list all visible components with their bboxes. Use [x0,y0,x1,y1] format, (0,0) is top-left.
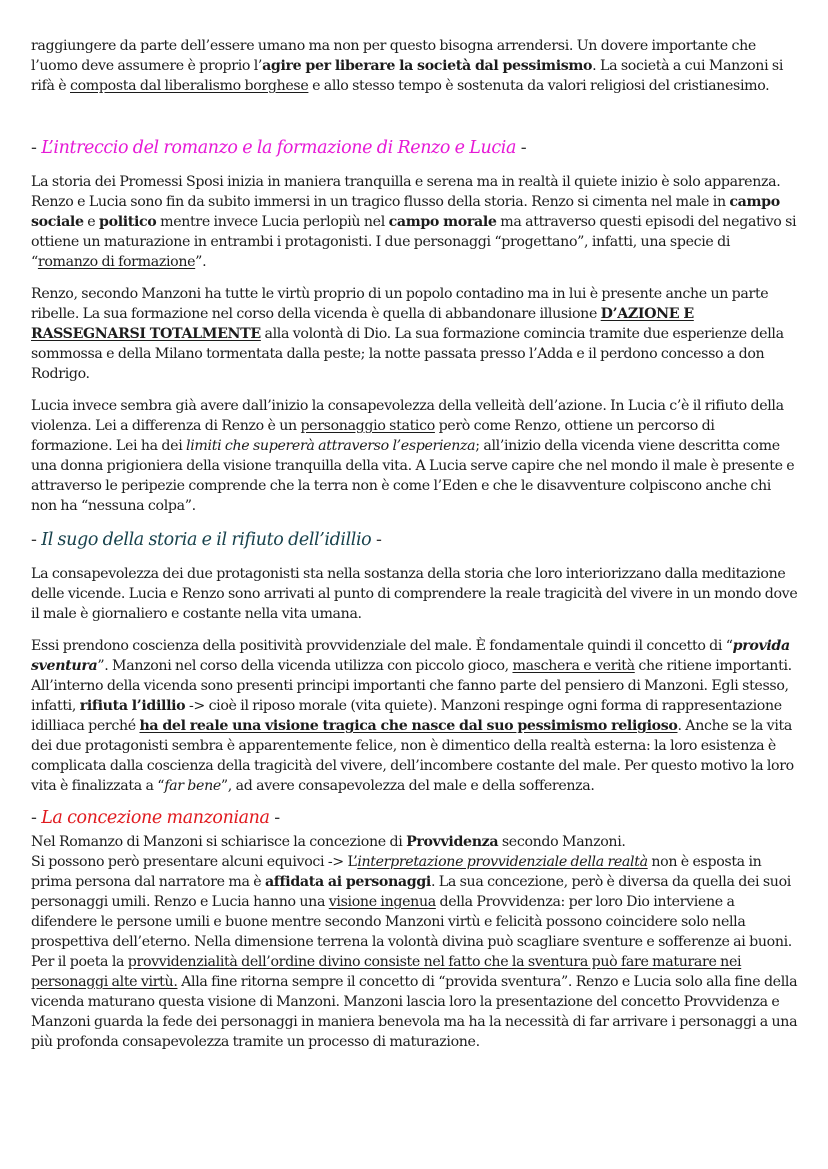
italic-underlined-phrase: interpretazione provvidenziale della realtà [357,854,648,870]
text-run: della Provvidenza: per loro Dio interviene a difendere le persone umili e buone mentre secondo Manzoni virtù e felicità possono coincidere solo nella prospettiva dell’eterno. Nella dimensione terrena la volontà divina può scagliare sventure e sofferenze ai buoni. [31,894,792,950]
underlined-phrase: romanzo di formazione [37,254,196,270]
text-run: . La sua concezione, però è diversa da quella dei suoi personaggi umili. Renzo e Lucia hanno una [31,874,791,910]
bold-phrase: campo sociale [31,194,780,230]
paragraph-equivoci [31,852,798,952]
text-run: Renzo, secondo Manzoni ha tutte le virtù proprio di un popolo contadino ma in lui è presente anche un parte ribelle. La sua formazione nel corso della vicenda è quella di abbandonare illusione [31,286,769,322]
italic-phrase: limiti che supererà attraverso l’esperienza [186,438,476,454]
underlined-phrase: provvidenzialità dell’ordine divino consiste nel fatto che la sventura può fare maturare nei personaggi alte virtù. [31,954,742,990]
text-run: Lucia invece sembra già avere dall’inizio la consapevolezza della velleità dell’azione. In Lucia c’è il rifiuto della violenza. Lei a differenza di Renzo è un [31,398,784,434]
bold-phrase: politico [99,214,157,230]
bold-phrase: campo morale [388,214,497,230]
text-run: Nel Romanzo di Manzoni si schiarisce la concezione di [31,834,407,850]
section-heading-sugo [31,528,798,552]
text-run: Essi prendono coscienza della positività provvidenziale del male. È fondamentale quindi il concetto di “ [31,638,733,654]
text-run: mentre invece Lucia perlopiù nel [156,214,389,230]
heading-dash: - [516,138,527,158]
text-run: Alla fine ritorna sempre il concetto di “provida sventura”. Renzo e Lucia solo alla fine della vicenda maturano questa visione di Manzoni. Manzoni lascia loro la presentazione del concetto Provvidenza e Manzoni guarda la fede dei personaggi in maniera benevola ma ha la necessità di far arrivare i personaggi a una più profonda consapevolezza tramite un processo di maturazione. [31,974,798,1050]
heading-text: Il sugo della storia e il rifiuto dell’idillio [41,530,372,550]
underlined-phrase: personaggio statico [300,418,435,434]
paragraph-lucia [31,396,798,516]
paragraph-provvidenziale [31,636,798,796]
italic-phrase: far bene [164,778,221,794]
paragraph-renzo [31,284,798,384]
text-run: che ritiene importanti. All’interno della vicenda sono presenti principi importanti che fanno parte del pensiero di Manzoni. Egli stesso, infatti, [31,658,792,714]
section-heading-concezione [31,806,798,830]
section-heading-intreccio [31,136,798,160]
heading-dash: - [31,138,42,158]
underlined-phrase: composta dal liberalismo borghese [70,78,309,94]
paragraph-storia [31,172,798,272]
text-run: . La società a cui Manzoni si rifà è [31,58,784,94]
text-run: ”. [195,254,207,270]
paragraph-provvidenza-intro [31,832,798,852]
text-run: e allo stesso tempo è sostenuta da valori religiosi del cristianesimo. [308,78,770,94]
bold-phrase: affidata ai personaggi [264,874,431,890]
bold-underlined-phrase: ha del reale una visione tragica che nasce dal suo pessimismo religioso [139,718,678,734]
text-run: Si possono però presentare alcuni equivoci -> L’ [31,854,358,870]
intro-paragraph [31,36,798,96]
text-run: -> cioè il riposo morale (vita quiete). Manzoni respinge ogni forma di rappresentazione idilliaca perché [31,698,782,734]
bold-phrase: Provvidenza [406,834,499,850]
heading-dash: - [31,530,42,550]
heading-dash: - [269,808,280,828]
heading-text: L’intreccio del romanzo e la formazione di Renzo e Lucia [41,138,517,158]
text-run: La storia dei Promessi Sposi inizia in maniera tranquilla e serena ma in realtà il quiete inizio è solo apparenza. Renzo e Lucia sono fin da subito immersi in un tragico flusso della storia. Renzo si cimenta nel male in [31,174,781,210]
heading-dash: - [31,808,42,828]
paragraph-poeta [31,952,798,1052]
text-run: ”. Manzoni nel corso della vicenda utilizza con piccolo gioco, [97,658,513,674]
text-run: . Anche se la vita dei due protagonisti sembra è apparentemente felice, non è dimentico della realtà esterna: la loro esistenza è complicata dalla coscienza della tragicità del vivere, dell’incombere costante del male. Per questo motivo la loro vita è finalizzata a “ [31,718,794,794]
text-run: non è esposta in prima persona dal narratore ma è [31,854,762,890]
bold-phrase: agire per liberare la società dal pessimismo [262,58,593,74]
bold-phrase: rifiuta l’idillio [79,698,186,714]
underlined-phrase: visione ingenua [328,894,436,910]
text-run: raggiungere da parte dell’essere umano ma non per questo bisogna arrendersi. Un dovere importante che l’uomo deve assumere è proprio l’ [31,38,756,74]
paragraph-consapevolezza: La consapevolezza dei due protagonisti sta nella sostanza della storia che loro interiorizzano dalla meditazione delle vicende. Lucia e Renzo sono arrivati al punto di comprendere la reale tragicità del vivere in un mondo dove il male è giornaliero e costante nella vita umana. [31,566,798,622]
text-run: però come Renzo, ottiene un percorso di formazione. Lei ha dei [31,418,715,454]
underlined-phrase: maschera e verità [512,658,635,674]
text-run: ma attraverso questi episodi del negativo si ottiene un maturazione in entrambi i protagonisti. I due personaggi “progettano”, infatti, una specie di “ [31,214,797,270]
text-run: ”, ad avere consapevolezza del male e della sofferenza. [220,778,595,794]
text-run: e [83,214,100,230]
text-run: alla volontà di Dio. La sua formazione comincia tramite due esperienze della sommossa e della Milano tormentata dalla peste; la notte passata presso l’Adda e il perdono concesso a don Rodrigo. [31,326,784,382]
text-run: Per il poeta la [31,954,128,970]
heading-text: La concezione manzoniana [41,808,270,828]
text-run: secondo Manzoni. [498,834,626,850]
bold-underlined-phrase: D’AZIONE E RASSEGNARSI TOTALMENTE [31,306,694,342]
text-run: ; all’inizio della vicenda viene descritta come una donna prigioniera della visione tranquilla della vita. A Lucia serve capire che nel mondo il male è presente e attraverso le peripezie comprende che la terra non è come l’Eden e che le disavventure colpiscono anche chi non ha “nessuna colpa”. [31,438,795,514]
bold-italic-phrase: provida sventura [31,638,790,674]
heading-dash: - [371,530,382,550]
